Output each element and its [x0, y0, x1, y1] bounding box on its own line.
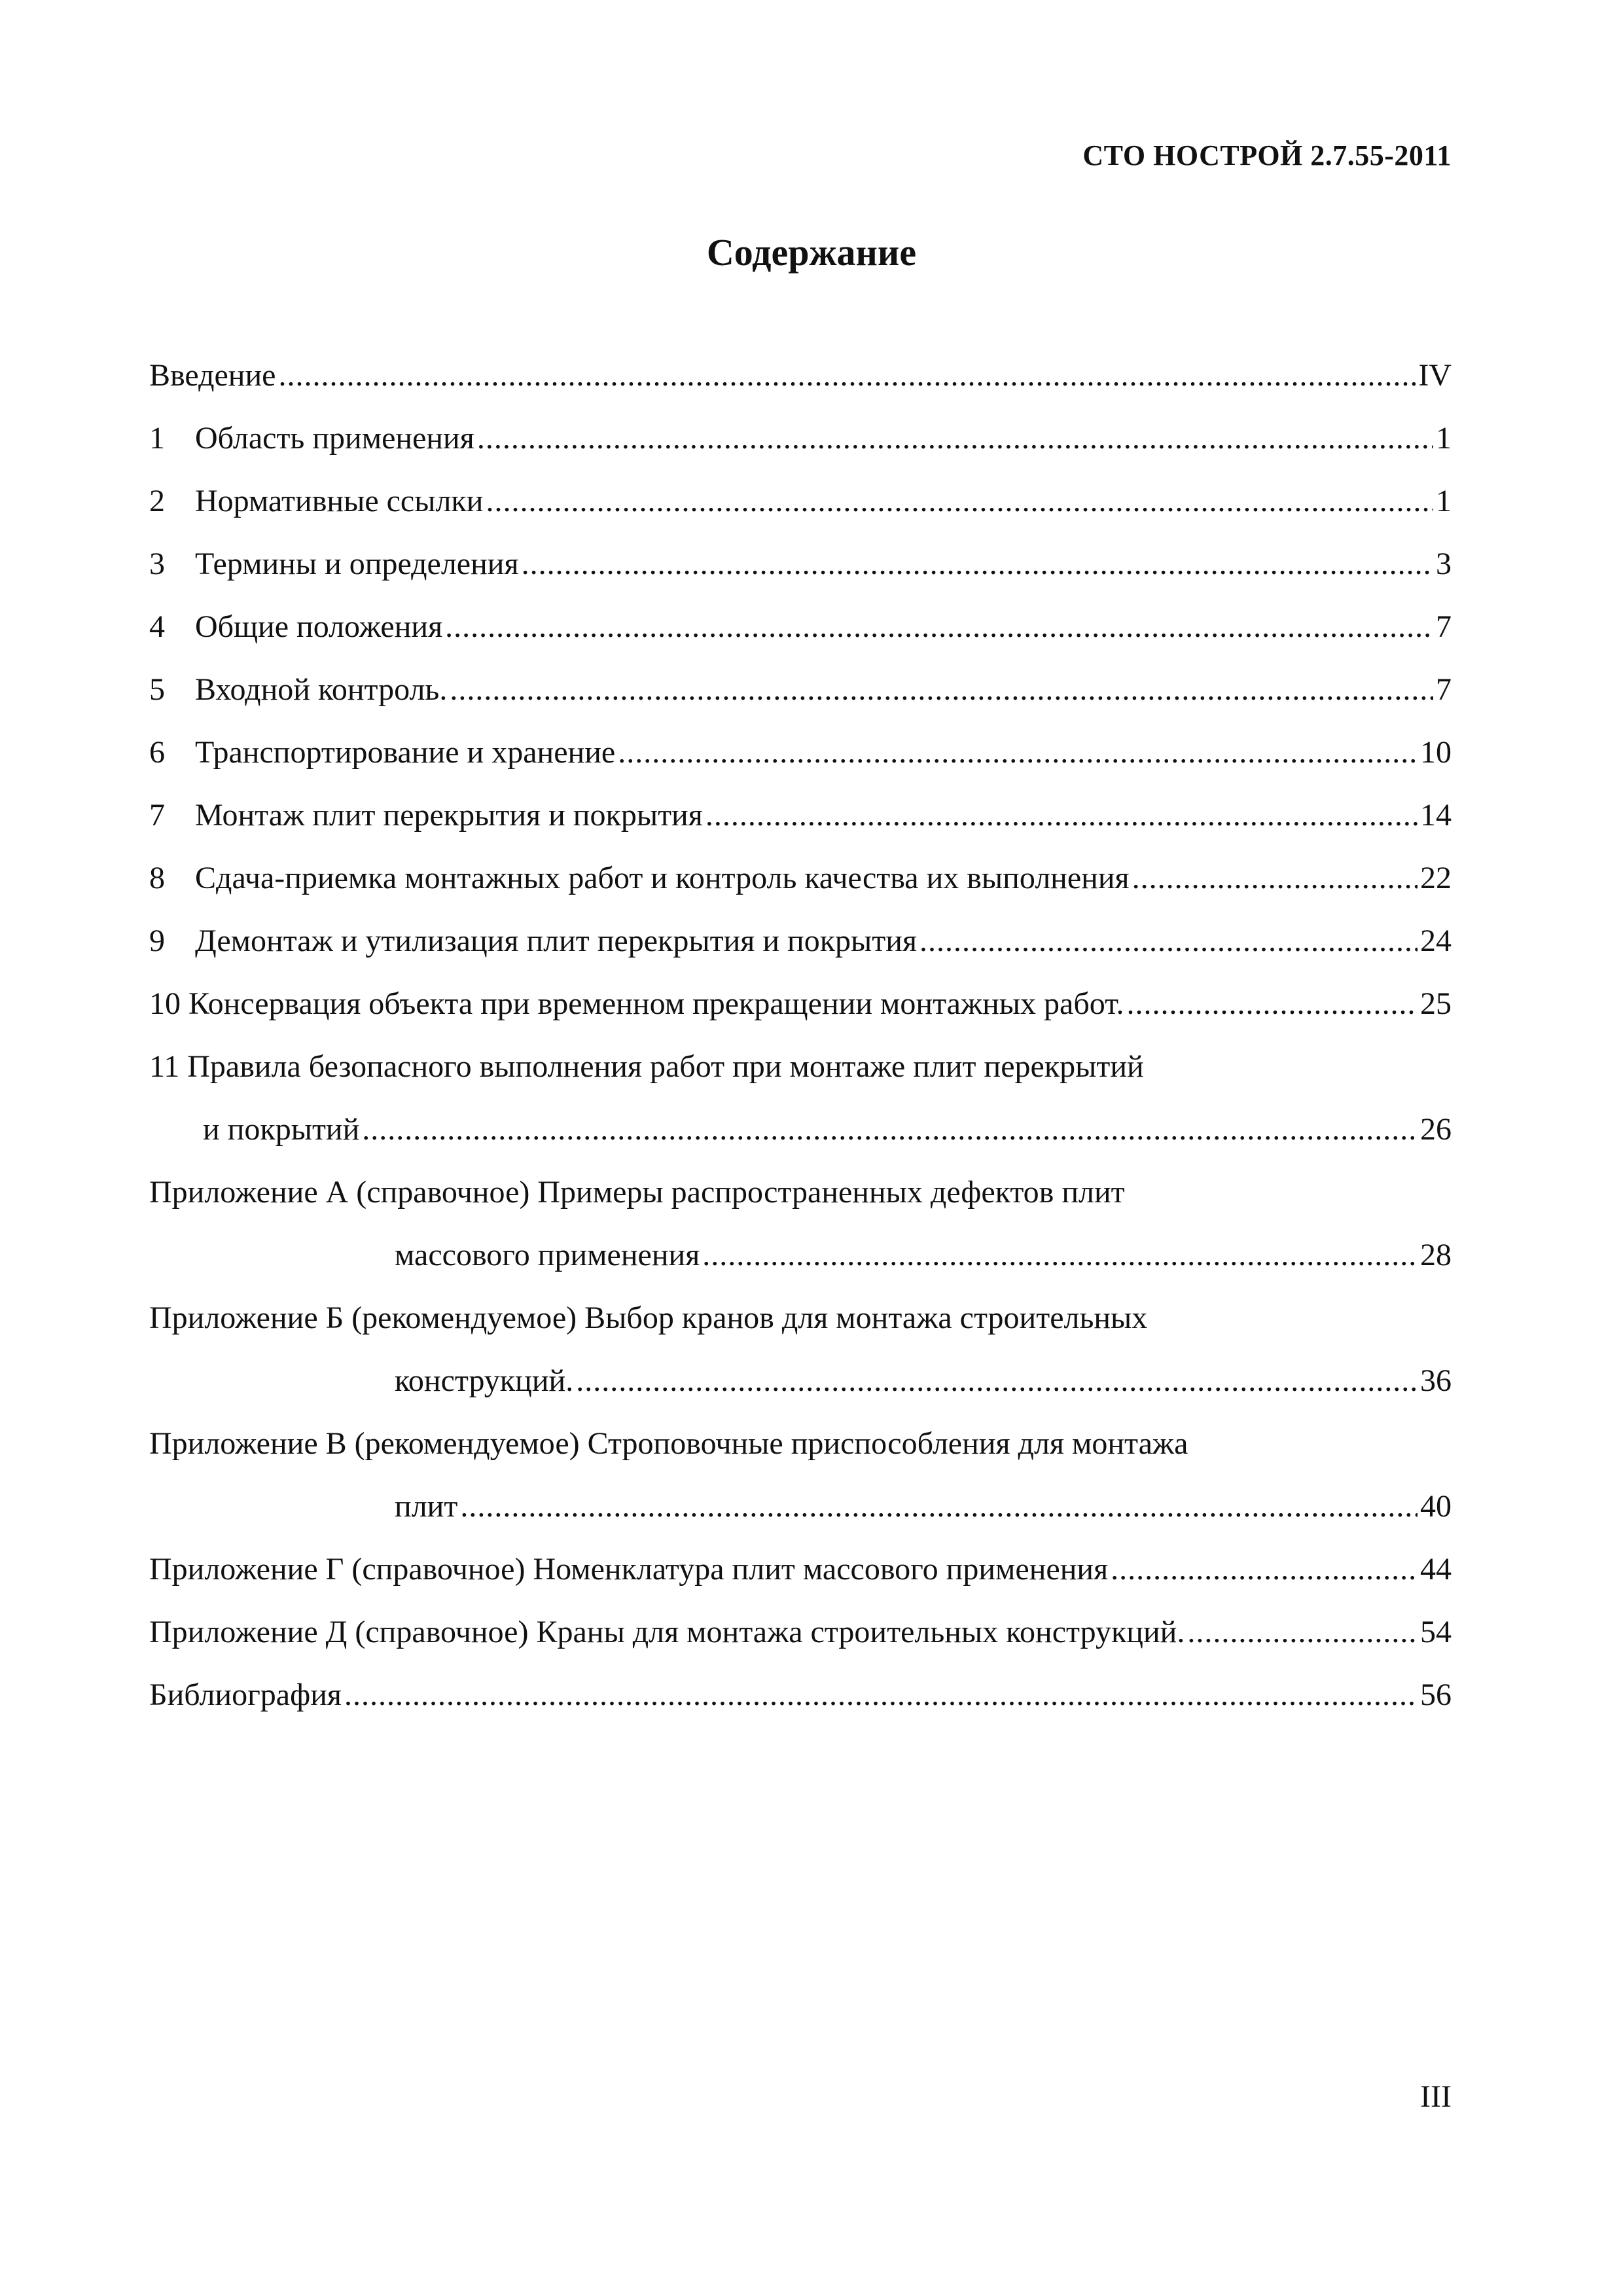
toc-entry-appendix-a-line-2 — [149, 1220, 1452, 1283]
dot-leader — [460, 1487, 1418, 1526]
toc-entry-appendix-b-line-2 — [149, 1346, 1452, 1408]
toc-entry-appendix-b-line-1 — [149, 1283, 1452, 1346]
toc-entry-text: Консервация объекта при временном прекращении монтажных работ. — [188, 986, 1124, 1021]
toc-entry-text: Библиография — [149, 1677, 342, 1712]
toc-entry-text: Область применения — [195, 421, 474, 456]
toc-entry-appendix-v-line-1 — [149, 1408, 1452, 1471]
toc-entry-text: Демонтаж и утилизация плит перекрытия и покрытия — [195, 924, 918, 958]
toc-page-number: 56 — [1420, 1677, 1452, 1712]
toc-page-number: 40 — [1420, 1489, 1452, 1524]
toc-entry-text: Приложение Г (справочное) Номенклатура плит массового применения — [149, 1552, 1109, 1587]
toc-page-number: 10 — [1420, 735, 1452, 770]
toc-page-number: IV — [1418, 358, 1452, 393]
toc-section-number: 1 — [149, 421, 165, 456]
toc-section-number: 3 — [149, 547, 165, 581]
dot-leader — [618, 733, 1418, 772]
dot-leader — [486, 482, 1433, 521]
toc-entry-appendix-v-line-2 — [149, 1471, 1452, 1534]
toc-entry-text: массового применения — [395, 1238, 700, 1272]
toc-page-number: 25 — [1420, 986, 1452, 1021]
toc-entry-section-6 — [149, 717, 1452, 780]
toc-page-number: 28 — [1420, 1238, 1452, 1272]
toc-entry-text: Введение — [149, 358, 276, 393]
toc-entry-text: Сдача-приемка монтажных работ и контроль качества их выполнения — [195, 861, 1130, 895]
toc-entry-section-9 — [149, 906, 1452, 969]
toc-entry-text: Общие положения — [195, 609, 443, 644]
toc-section-number: 6 — [149, 735, 165, 770]
toc-entry-section-1 — [149, 403, 1452, 466]
dot-leader — [522, 545, 1433, 584]
toc-page-number: 1 — [1436, 484, 1452, 518]
toc-entry-text: и покрытий — [203, 1112, 360, 1147]
toc-entry-section-5 — [149, 655, 1452, 717]
dot-leader — [576, 1361, 1418, 1401]
toc-page-number: 44 — [1420, 1552, 1452, 1587]
toc-entry-appendix-d — [149, 1597, 1452, 1660]
toc-entry-section-11-line-1 — [149, 1031, 1452, 1094]
toc-section-number: 7 — [149, 798, 165, 833]
toc-entry-text: Приложение В (рекомендуемое) Строповочные приспособления для монтажа — [149, 1426, 1188, 1461]
dot-leader — [705, 796, 1418, 835]
toc-entry-text: Монтаж плит перекрытия и покрытия — [195, 798, 703, 833]
toc-entry-text: Нормативные ссылки — [195, 484, 484, 518]
toc-entry-bibliography — [149, 1660, 1452, 1723]
dot-leader — [344, 1676, 1418, 1715]
toc-page-number: 54 — [1420, 1615, 1452, 1649]
toc-entry-section-10 — [149, 969, 1452, 1031]
dot-leader — [1187, 1613, 1418, 1652]
toc-section-number: 5 — [149, 672, 165, 707]
toc-entry-text: Приложение Д (справочное) Краны для монтажа строительных конструкций. — [149, 1615, 1185, 1649]
toc-page-number: 3 — [1436, 547, 1452, 581]
toc-section-number: 9 — [149, 924, 165, 958]
toc-entry-appendix-g — [149, 1534, 1452, 1597]
toc-entry-appendix-a-line-1 — [149, 1157, 1452, 1220]
toc-page-number: 14 — [1420, 798, 1452, 833]
toc-entry-section-2 — [149, 466, 1452, 529]
toc-entry-section-11-line-2 — [149, 1094, 1452, 1157]
toc-entry-text: Транспортирование и хранение — [195, 735, 616, 770]
document-code: СТО НОСТРОЙ 2.7.55-2011 — [1082, 139, 1452, 171]
toc-entry-section-4 — [149, 592, 1452, 655]
dot-leader — [919, 922, 1418, 961]
toc-entry-section-3 — [149, 529, 1452, 592]
toc-page-number: 22 — [1420, 861, 1452, 895]
toc-entry-text: конструкций. — [395, 1363, 574, 1398]
toc-entry-text: Приложение А (справочное) Примеры распространенных дефектов плит — [149, 1175, 1125, 1210]
dot-leader — [702, 1236, 1418, 1275]
dot-leader — [1111, 1550, 1418, 1589]
toc-entry-text: плит — [395, 1489, 458, 1524]
toc-entry-text: Входной контроль. — [195, 672, 448, 707]
toc-page-number: 1 — [1436, 421, 1452, 456]
toc-entry-text: Термины и определения — [195, 547, 519, 581]
dot-leader — [362, 1110, 1418, 1149]
toc-page-number: 7 — [1436, 672, 1452, 707]
toc-section-number: 8 — [149, 861, 165, 895]
toc-page-number: 7 — [1436, 609, 1452, 644]
toc-section-number: 4 — [149, 609, 165, 644]
toc-entry-text: Приложение Б (рекомендуемое) Выбор кранов для монтажа строительных — [149, 1300, 1148, 1335]
toc-entry-text: 11 Правила безопасного выполнения работ при монтаже плит перекрытий — [149, 1049, 1144, 1084]
page-title: Содержание — [706, 231, 917, 274]
dot-leader — [1132, 859, 1418, 898]
dot-leader — [445, 607, 1433, 647]
toc-entry-section-8 — [149, 843, 1452, 906]
dot-leader — [450, 670, 1433, 709]
dot-leader — [477, 419, 1433, 458]
toc-section-number: 10 — [149, 986, 181, 1021]
toc-entry-section-7 — [149, 780, 1452, 843]
page-number: III — [1420, 2079, 1452, 2114]
toc-section-number: 2 — [149, 484, 165, 518]
toc-page-number: 24 — [1420, 924, 1452, 958]
table-of-contents — [149, 340, 1452, 1723]
toc-entry-intro — [149, 340, 1452, 403]
dot-leader — [278, 356, 1416, 395]
dot-leader — [1127, 984, 1418, 1024]
toc-page-number: 26 — [1420, 1112, 1452, 1147]
toc-page-number: 36 — [1420, 1363, 1452, 1398]
